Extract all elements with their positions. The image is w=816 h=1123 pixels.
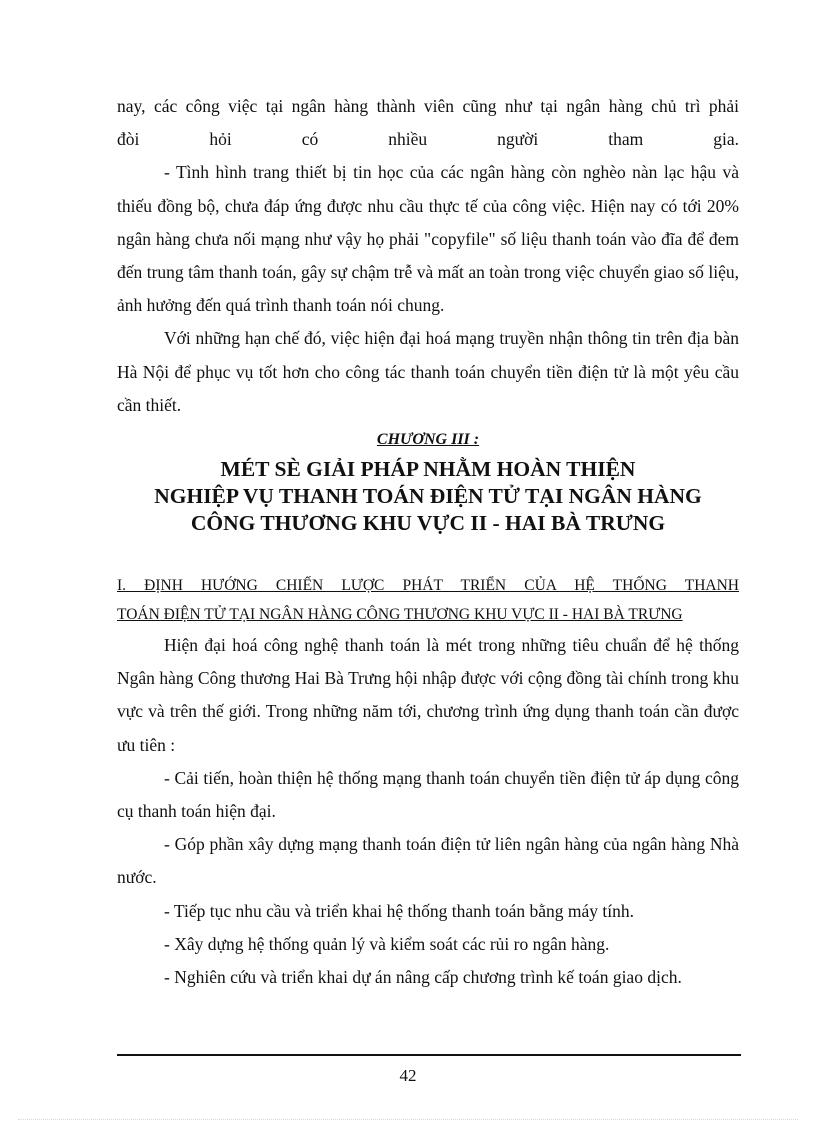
chapter-title-line: NGHIỆP VỤ THANH TOÁN ĐIỆN TỬ TẠI NGÂN HÀNG [154, 484, 702, 509]
list-item: - Tiếp tục nhu cầu và triển khai hệ thống thanh toán bằng máy tính. [164, 900, 634, 921]
section-heading-line: TOÁN ĐIỆN TỬ TẠI NGÂN HÀNG CÔNG THƯƠNG KHU VỰC II - HAI BÀ TRƯNG [117, 606, 683, 624]
body-paragraph: - Tình hình trang thiết bị tin học của các ngân hàng còn nghèo nàn lạc hậu và thiếu đồng bộ, chưa đáp ứng được nhu cầu thực tế của công việc. Hiện nay có tới 20% ngân hàng chưa nối mạng như vậy họ phải "copyfile" số liệu thanh toán vào đĩa để đem đến trung tâm thanh toán, gây sự chậm trễ và mất an toàn trong việc chuyển giao số liệu, ảnh hưởng đến quá trình thanh toán nói chung. [117, 162, 739, 316]
list-item: - Nghiên cứu và triển khai dự án nâng cấp chương trình kế toán giao dịch. [164, 967, 682, 988]
list-item: - Góp phần xây dựng mạng thanh toán điện tử liên ngân hàng của ngân hàng Nhà nước. [117, 834, 739, 888]
body-paragraph: nay, các công việc tại ngân hàng thành viên cũng như tại ngân hàng chủ trì phải [117, 96, 739, 116]
list-item: - Xây dựng hệ thống quản lý và kiểm soát các rủi ro ngân hàng. [164, 933, 610, 954]
body-paragraph: Với những hạn chế đó, việc hiện đại hoá mạng truyền nhận thông tin trên địa bàn Hà Nội để phục vụ tốt hơn cho công tác thanh toán chuyển tiền điện tử là một yêu cầu cần thiết. [117, 328, 739, 415]
body-paragraph: đòi hỏi có nhiều người tham gia. [117, 129, 739, 150]
page-edge-divider [18, 1119, 798, 1120]
page-number: 42 [399, 1066, 417, 1085]
chapter-label: CHƯƠNG III : [376, 431, 480, 449]
chapter-title-line: MÉT SÈ GIẢI PHÁP NHẰM HOÀN THIỆN [220, 457, 636, 482]
footer-rule [117, 1054, 741, 1056]
body-paragraph: Hiện đại hoá công nghệ thanh toán là mét trong những tiêu chuẩn để hệ thống Ngân hàng Công thương Hai Bà Trưng hội nhập được với cộng đồng tài chính trong khu vực và trên thế giới. Trong những năm tới, chương trình ứng dụng thanh toán cần được ưu tiên : [117, 635, 739, 755]
chapter-title-line: CÔNG THƯƠNG KHU VỰC II - HAI BÀ TRƯNG [190, 511, 666, 536]
list-item: - Cải tiến, hoàn thiện hệ thống mạng thanh toán chuyển tiền điện tử áp dụng công cụ thanh toán hiện đại. [117, 767, 739, 822]
page-content [117, 90, 739, 994]
section-heading-line: I. ĐỊNH HƯỚNG CHIẾN LƯỢC PHÁT TRIỂN CỦA HỆ THỐNG THANH [117, 577, 739, 595]
chapter-title [117, 456, 739, 537]
